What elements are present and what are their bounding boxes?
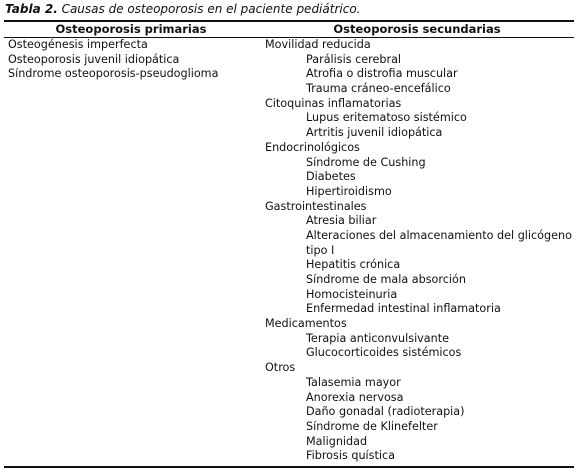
column-header-primary: Osteoporosis primarias (55, 22, 207, 36)
secondary-cause-item: Fibrosis quística (306, 449, 395, 463)
secondary-cause-item: Síndrome de mala absorción (306, 273, 466, 286)
secondary-cause-item: Trauma cráneo-encefálico (306, 82, 451, 96)
secondary-cause-category: Movilidad reducida (265, 38, 371, 51)
secondary-cause-category: Otros (265, 361, 296, 375)
secondary-cause-item: Homocisteinuria (306, 287, 398, 301)
primary-cause-item: Osteogénesis imperfecta (8, 38, 148, 51)
secondary-cause-item: Glucocorticoides sistémicos (306, 346, 462, 360)
primary-causes-column (8, 38, 258, 82)
secondary-cause-item: Síndrome de Klinefelter (306, 419, 438, 433)
secondary-causes-column (265, 38, 573, 464)
secondary-cause-item: Lupus eritematoso sistémico (306, 111, 467, 125)
secondary-cause-item: Artritis juvenil idiopática (306, 126, 443, 140)
secondary-cause-item: Síndrome de Cushing (306, 155, 426, 169)
secondary-cause-item: Diabetes (306, 170, 356, 184)
table-title: Causas de osteoporosis en el paciente pediátrico. (61, 2, 361, 16)
secondary-cause-item: Atresia biliar (306, 214, 377, 228)
secondary-cause-item: Talasemia mayor (306, 375, 401, 389)
secondary-cause-item: Malignidad (306, 434, 368, 448)
secondary-cause-item: Atrofia o distrofia muscular (306, 67, 458, 81)
primary-cause-item: Síndrome osteoporosis-pseudoglioma (8, 67, 219, 81)
table-label: Tabla 2. (5, 2, 58, 16)
secondary-cause-item: Alteraciones del almacenamiento del glicógeno (306, 228, 572, 242)
secondary-cause-item: tipo I (306, 243, 335, 257)
secondary-cause-category: Citoquinas inflamatorias (265, 96, 402, 110)
column-header-secondary: Osteoporosis secundarias (333, 22, 501, 36)
secondary-cause-item: Hepatitis crónica (306, 258, 401, 272)
secondary-cause-item: Terapia anticonvulsivante (306, 331, 450, 345)
secondary-cause-item: Enfermedad intestinal inflamatoria (306, 302, 501, 316)
table-caption (5, 1, 573, 17)
secondary-cause-item: Hipertiroidismo (306, 184, 392, 198)
secondary-cause-category: Gastrointestinales (265, 199, 367, 213)
secondary-cause-category: Endocrinológicos (265, 140, 360, 154)
secondary-cause-item: Anorexia nervosa (306, 390, 404, 404)
secondary-cause-item: Parálisis cerebral (306, 52, 402, 66)
primary-cause-item: Osteoporosis juvenil idiopática (8, 52, 180, 66)
bottom-rule (4, 466, 574, 468)
secondary-cause-item: Daño gonadal (radioterapia) (306, 405, 465, 419)
secondary-cause-category: Medicamentos (265, 317, 347, 331)
